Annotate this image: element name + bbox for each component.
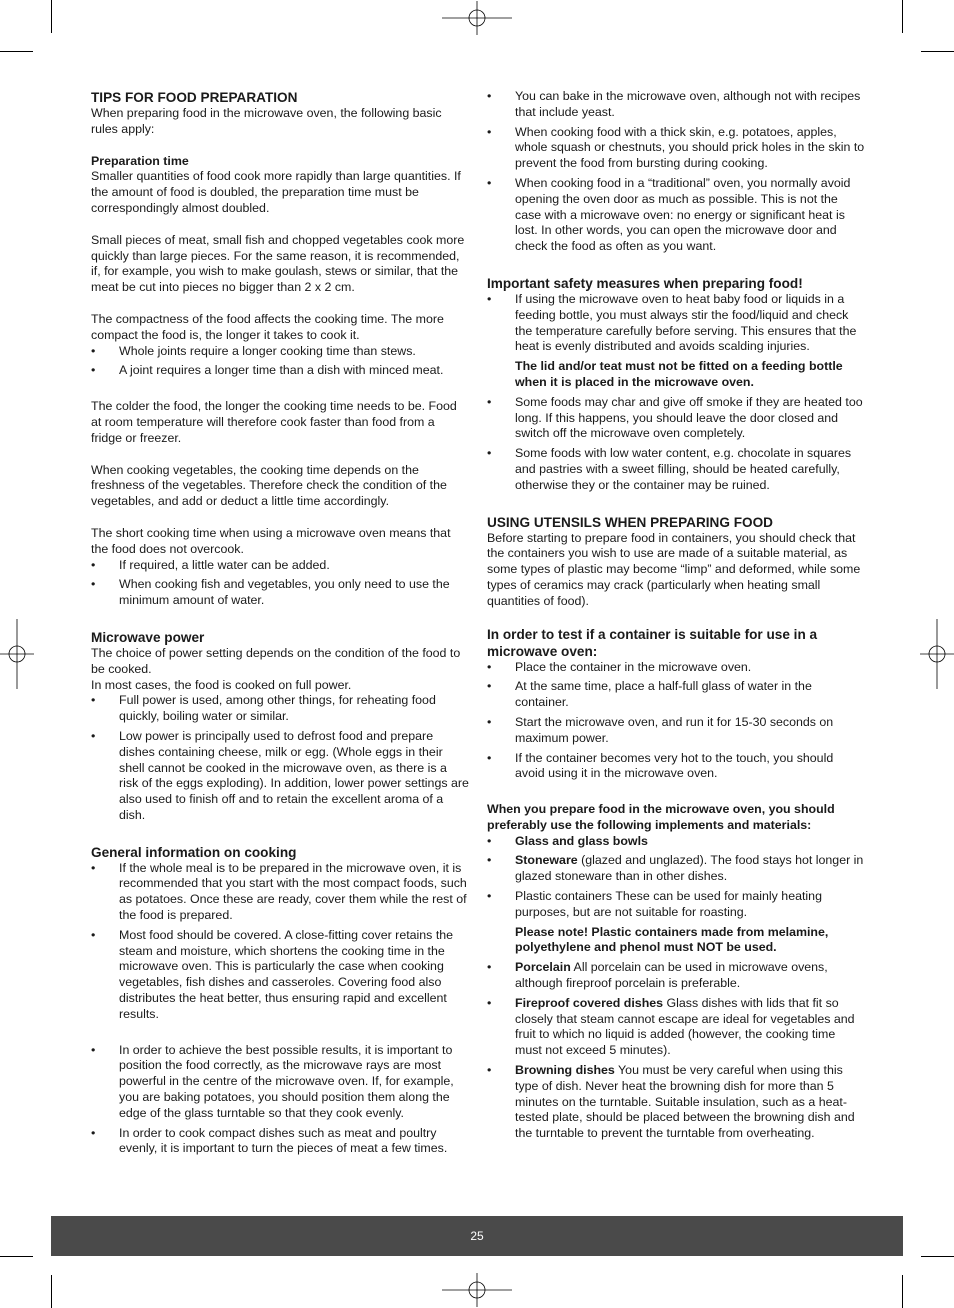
list-item: • If required, a little water can be added. <box>91 557 330 572</box>
list-item: • When cooking fish and vegetables, you only need to use the minimum amount of water. <box>91 577 450 608</box>
left-column <box>91 89 469 1161</box>
paragraph: When cooking vegetables, the cooking time depends on the freshness of the vegetables. Therefore check the condition of the vegetables, and add or deduct a little time accordingly. <box>91 462 447 509</box>
bullet-list <box>487 660 865 783</box>
list-item: • Browning dishes You must be very careful when using this type of dish. Never heat the browning dish for more than 5 minutes on the turntable. Suitable insulation, such as a heat-tested plate, should be placed between the browning dish and the turntable to prevent the turntable from overheating. <box>487 1063 855 1141</box>
bullet-list <box>487 292 865 355</box>
subheading: Preparation time <box>91 153 189 168</box>
list-item: • In order to cook compact dishes such as meat and poultry evenly, it is important to turn the pieces of meat a few times. <box>91 1125 448 1156</box>
subheading: Important safety measures when preparing food! <box>487 275 803 291</box>
warning-note: Please note! Plastic containers made from melamine, polyethylene and phenol must NOT be used. <box>515 924 829 955</box>
bullet-list <box>487 834 865 921</box>
bullet-list <box>91 558 469 609</box>
list-item: • If using the microwave oven to heat baby food or liquids in a feeding bottle, you must always stir the food/liquid and check the temperature carefully before serving. This ensures that the heat is evenly distributed and avoids scalding injuries. <box>487 291 857 354</box>
bullet-list <box>91 693 469 823</box>
list-item: • Low power is principally used to defrost food and prepare dishes containing cheese, milk or egg. (Whole eggs in their shell cannot be cooked in the microwave oven, as there is a risk of the eggs exploding). In addition, lower power settings are also used to finish off and to retain the excellent aroma of a dish. <box>91 728 469 822</box>
list-item: • Start the microwave oven, and run it for 15-30 seconds on maximum power. <box>487 714 834 745</box>
paragraph: The choice of power setting depends on the condition of the food to be cooked. <box>91 645 461 676</box>
paragraph: Smaller quantities of food cook more rapidly than large quantities. If the amount of food is doubled, the preparation time must be correspondingly almost doubled. <box>91 169 461 215</box>
section-title: USING UTENSILS WHEN PREPARING FOOD <box>487 514 773 530</box>
bullet-list <box>487 395 865 494</box>
registration-mark-icon <box>442 1273 512 1307</box>
list-item: • Some foods with low water content, e.g. chocolate in squares and pastries with a sweet filling, should be heated carefully, otherwise they or the container may be ruined. <box>487 446 852 492</box>
list-item: • Plastic containers These can be used for mainly heating purposes, but are not suitable for roasting. <box>487 889 822 919</box>
paragraph: The compactness of the food affects the cooking time. The more compact the food is, the longer it takes to cook it. <box>91 311 444 342</box>
bullet-list <box>487 89 865 255</box>
list-item: • Most food should be covered. A close-fitting cover retains the steam and moisture, which shortens the cooking time in the microwave oven. This is particularly the case when cooking vegetables, fish dishes and casseroles. Covering food also distributes the heat better, thus ensuring rapid and excellent results. <box>91 927 454 1021</box>
registration-mark-icon <box>920 619 954 689</box>
subheading: In order to test if a container is suitable for use in a microwave oven: <box>487 626 818 659</box>
crop-mark <box>902 1275 903 1308</box>
list-item: • If the container becomes very hot to the touch, you should avoid using it in the microwave oven. <box>487 750 834 781</box>
list-item: • Some foods may char and give off smoke if they are heated too long. If this happens, you should leave the door closed and switch off the microwave oven completely. <box>487 394 863 441</box>
intro-text: When preparing food in the microwave oven, the following basic rules apply: <box>91 106 442 136</box>
list-item: • Whole joints require a longer cooking time than stews. <box>91 343 416 358</box>
crop-mark <box>921 1256 954 1257</box>
list-item: • Porcelain All porcelain can be used in microwave ovens, although fireproof porcelain is preferable. <box>487 960 828 991</box>
paragraph: The colder the food, the longer the cooking time needs to be. Food at room temperature will therefore cook faster than food from a fridge or freezer. <box>91 399 457 445</box>
list-item: • Full power is used, among other things, for reheating food quickly, boiling water or similar. <box>91 693 436 724</box>
list-item: • A joint requires a longer time than a dish with minced meat. <box>91 363 444 378</box>
bullet-list <box>487 960 865 1142</box>
list-item: • Place the container in the microwave oven. <box>487 659 752 674</box>
subheading: General information on cooking <box>91 844 297 860</box>
bullet-list <box>91 344 469 380</box>
list-item: • If the whole meal is to be prepared in the microwave oven, it is recommended that you start with the most compact foods, such as potatoes. Once these are ready, cover them while the rest of the food is prepared. <box>91 860 467 923</box>
list-item: • When cooking food in a “traditional” oven, you normally avoid opening the oven door as much as possible. This is not the case with a microwave oven: no energy or significant heat is lost. In other words, you can open the microwave door and check the food as often as you want. <box>487 175 851 254</box>
page-number: 25 <box>470 1229 484 1243</box>
paragraph: Before starting to prepare food in containers, you should check that the containers you wish to use are made of a suitable material, as some types of plastic may become “limp” and deformed, while some types of ceramics may crack (particularly when heating small quantities of food). <box>487 530 861 608</box>
list-item: • In order to achieve the best possible results, it is important to position the food correctly, as the microwave rays are most powerful in the centre of the microwave oven. If, for example, you are baking potatoes, you should position them along the edge of the glass turntable so that they cook evenly. <box>91 1042 454 1120</box>
subheading: When you prepare food in the microwave oven, you should preferably use the following implements and materials: <box>487 802 835 832</box>
footer-bar <box>51 1216 903 1256</box>
subheading: Microwave power <box>91 629 205 645</box>
crop-mark <box>921 51 954 52</box>
crop-mark <box>51 0 52 33</box>
list-item: • Glass and glass bowls <box>487 833 648 848</box>
paragraph: In most cases, the food is cooked on full power. <box>91 677 352 692</box>
registration-mark-icon <box>442 1 512 35</box>
list-item: • Stoneware (glazed and unglazed). The food stays hot longer in glazed stoneware than in other dishes. <box>487 853 864 884</box>
list-item: • At the same time, place a half-full glass of water in the container. <box>487 679 812 710</box>
bullet-list <box>91 861 469 1023</box>
registration-mark-icon <box>0 619 34 689</box>
crop-mark <box>902 0 903 33</box>
paragraph: Small pieces of meat, small fish and chopped vegetables cook more quickly than large pieces. For the same reason, it is recommended, if, for example, you wish to make goulash, stews or similar, that the meat be cut into pieces no bigger than 2 x 2 cm. <box>91 232 465 295</box>
paragraph: The short cooking time when using a microwave oven means that the food does not overcook. <box>91 525 451 556</box>
list-item: • Fireproof covered dishes Glass dishes with lids that fit so closely that steam cannot escape are ideal for vegetables and fruit to which no liquid is added (however, the cooking time must not exceed 5 minutes). <box>487 995 855 1058</box>
crop-mark <box>0 1256 33 1257</box>
section-title: TIPS FOR FOOD PREPARATION <box>91 90 298 105</box>
bullet-list <box>91 1043 469 1158</box>
warning-note: The lid and/or teat must not be fitted on a feeding bottle when it is placed in the microwave oven. <box>515 359 843 389</box>
list-item: • When cooking food with a thick skin, e.g. potatoes, apples, whole squash or chestnuts, you should prick holes in the skin to prevent the food from bursting during cooking. <box>487 124 865 171</box>
crop-mark <box>0 51 33 52</box>
crop-mark <box>51 1275 52 1308</box>
list-item: • You can bake in the microwave oven, although not with recipes that include yeast. <box>487 89 861 119</box>
right-column <box>487 89 865 1146</box>
